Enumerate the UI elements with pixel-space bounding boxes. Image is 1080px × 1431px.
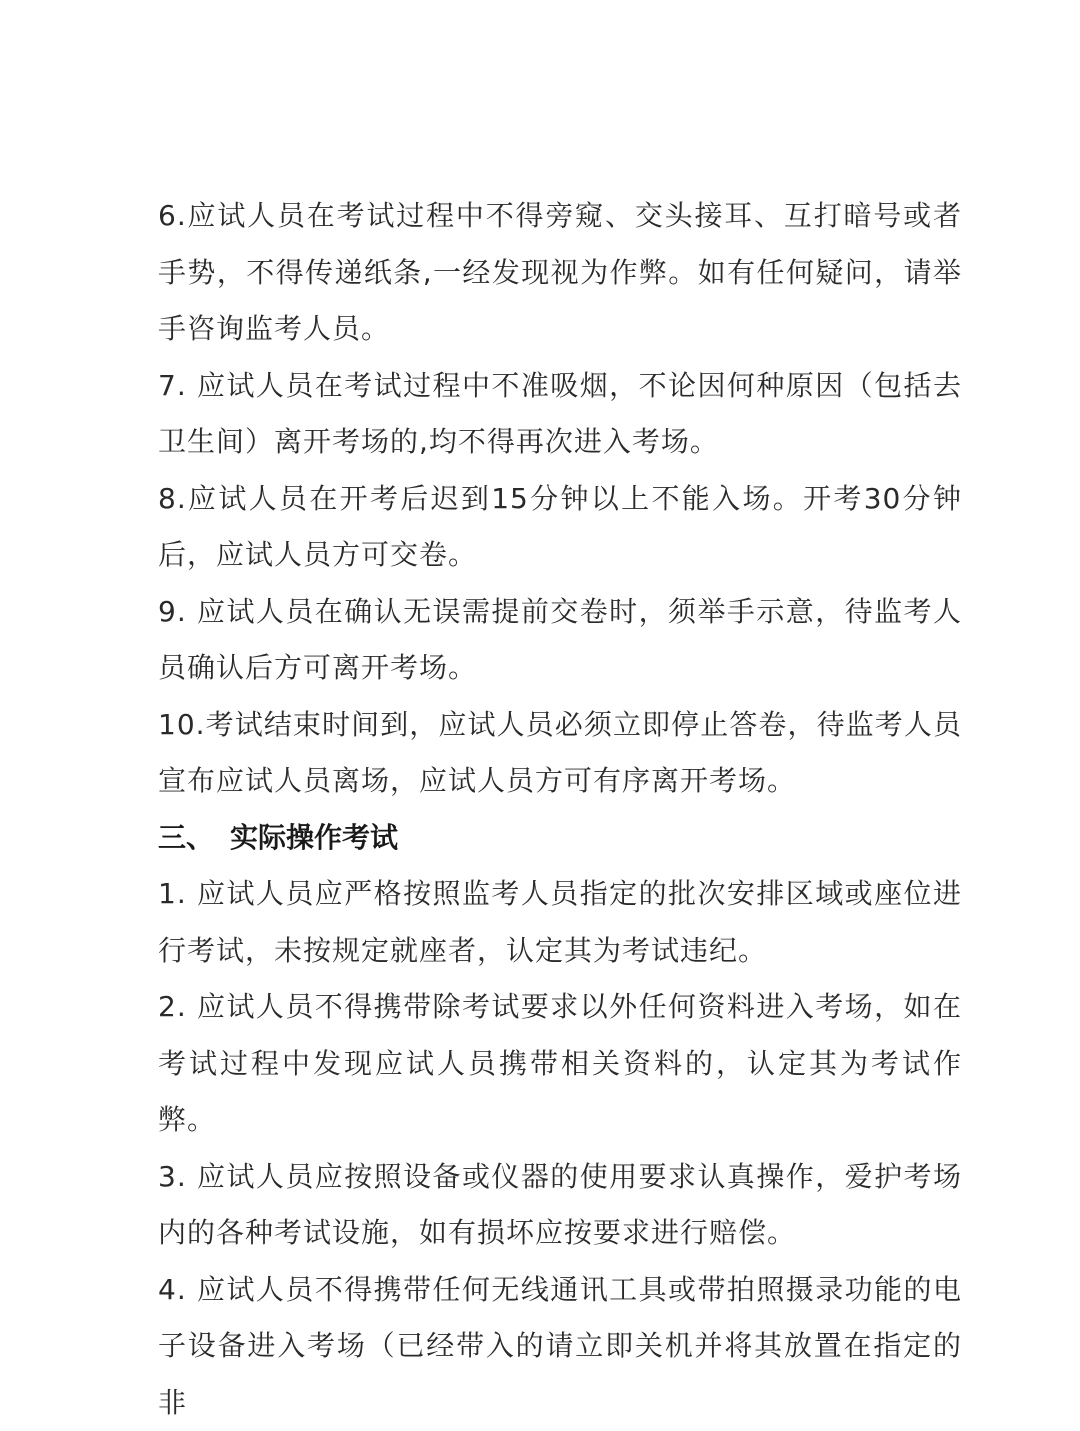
document-body [158, 188, 962, 1431]
rule-item-10: 10.考试结束时间到，应试人员必须立即停止答卷，待监考人员宣布应试人员离场，应试人员方可有序离开考场。 [158, 697, 962, 810]
section-rule-item-3: 3. 应试人员应按照设备或仪器的使用要求认真操作，爱护考场内的各种考试设施，如有损坏应按要求进行赔偿。 [158, 1149, 962, 1262]
section-rule-item-2: 2. 应试人员不得携带除考试要求以外任何资料进入考场，如在考试过程中发现应试人员携带相关资料的，认定其为考试作弊。 [158, 979, 962, 1149]
section-rule-item-4: 4. 应试人员不得携带任何无线通讯工具或带拍照摄录功能的电子设备进入考场（已经带入的请立即关机并将其放置在指定的非 [158, 1262, 962, 1431]
rule-item-6: 6.应试人员在考试过程中不得旁窥、交头接耳、互打暗号或者手势，不得传递纸条,一经发现视为作弊。如有任何疑问，请举手咨询监考人员。 [158, 188, 962, 358]
section-title: 实际操作考试 [230, 821, 398, 854]
rule-item-7: 7. 应试人员在考试过程中不准吸烟，不论因何种原因（包括去卫生间）离开考场的,均不得再次进入考场。 [158, 358, 962, 471]
section-rule-item-1: 1. 应试人员应严格按照监考人员指定的批次安排区域或座位进行考试，未按规定就座者，认定其为考试违纪。 [158, 866, 962, 979]
section-heading [158, 810, 962, 867]
rule-item-9: 9. 应试人员在确认无误需提前交卷时，须举手示意，待监考人员确认后方可离开考场。 [158, 584, 962, 697]
rule-item-8: 8.应试人员在开考后迟到15分钟以上不能入场。开考30分钟后，应试人员方可交卷。 [158, 471, 962, 584]
section-number: 三、 [158, 810, 230, 867]
